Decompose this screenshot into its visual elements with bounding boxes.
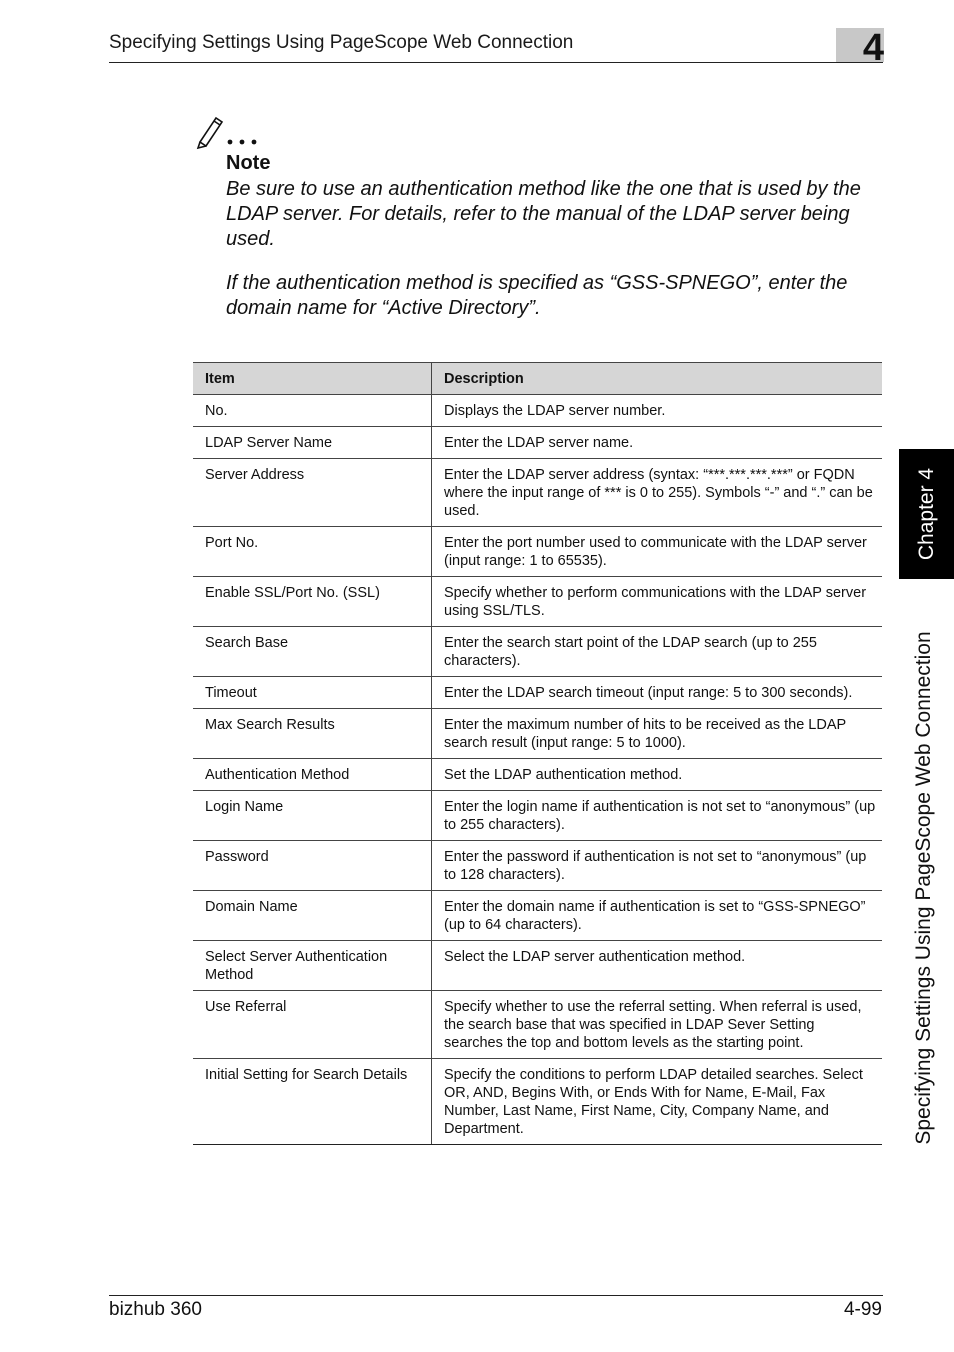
header-title: Specifying Settings Using PageScope Web Connection	[109, 32, 574, 53]
description-cell: Specify the conditions to perform LDAP detailed searches. Select OR, AND, Begins With, or Ends With for Name, E-Mail, Fax Number, Last Name, First Name, City, Company Name, and Department.	[432, 1059, 883, 1145]
column-header-item: Item	[193, 363, 432, 395]
description-cell: Enter the LDAP search timeout (input range: 5 to 300 seconds).	[432, 677, 883, 709]
side-chapter-label: Chapter 4	[915, 467, 938, 561]
chapter-number: 4	[862, 27, 884, 69]
note-paragraph-1: Be sure to use an authentication method like the one that is used by the LDAP server. For details, refer to the manual of the LDAP server being used.	[226, 178, 861, 250]
table-row	[193, 395, 882, 427]
description-cell: Enter the login name if authentication is not set to “anonymous” (up to 255 characters).	[432, 791, 883, 841]
item-cell: Timeout	[193, 677, 432, 709]
column-header-description: Description	[432, 363, 883, 395]
table-row	[193, 891, 882, 941]
table-row	[193, 427, 882, 459]
item-cell: Port No.	[193, 527, 432, 577]
item-cell: LDAP Server Name	[193, 427, 432, 459]
footer-product: bizhub 360	[109, 1299, 202, 1320]
description-cell: Enter the maximum number of hits to be received as the LDAP search result (input range: 5 to 1000).	[432, 709, 883, 759]
table-row	[193, 841, 882, 891]
table-row	[193, 459, 882, 527]
table-row	[193, 627, 882, 677]
note-paragraph-2: If the authentication method is specified as “GSS-SPNEGO”, enter the domain name for “Active Directory”.	[226, 272, 848, 319]
description-cell: Enter the password if authentication is not set to “anonymous” (up to 128 characters).	[432, 841, 883, 891]
description-cell: Set the LDAP authentication method.	[432, 759, 883, 791]
side-section-label: Specifying Settings Using PageScope Web Connection	[912, 631, 935, 1145]
note-label: Note	[226, 152, 271, 174]
item-cell: Max Search Results	[193, 709, 432, 759]
description-cell: Displays the LDAP server number.	[432, 395, 883, 427]
table-row	[193, 791, 882, 841]
description-cell: Specify whether to perform communications with the LDAP server using SSL/TLS.	[432, 577, 883, 627]
item-cell: Initial Setting for Search Details	[193, 1059, 432, 1145]
table-row	[193, 677, 882, 709]
description-cell: Enter the domain name if authentication is set to “GSS-SPNEGO” (up to 64 characters).	[432, 891, 883, 941]
item-cell: Search Base	[193, 627, 432, 677]
description-cell: Enter the search start point of the LDAP search (up to 255 characters).	[432, 627, 883, 677]
item-cell: Select Server Authentication Method	[193, 941, 432, 991]
item-cell: No.	[193, 395, 432, 427]
header-rule	[109, 62, 883, 63]
table-row	[193, 577, 882, 627]
description-cell: Enter the LDAP server address (syntax: “***.***.***.***” or FQDN where the input range of *** is 0 to 255). Symbols “-” and “.” can be used.	[432, 459, 883, 527]
table-row	[193, 1059, 882, 1145]
description-cell: Select the LDAP server authentication method.	[432, 941, 883, 991]
item-cell: Authentication Method	[193, 759, 432, 791]
table-row	[193, 941, 882, 991]
ldap-settings-table	[193, 362, 882, 1145]
item-cell: Use Referral	[193, 991, 432, 1059]
pencil-icon	[196, 112, 260, 155]
table-row	[193, 759, 882, 791]
footer-rule	[109, 1295, 883, 1296]
table-row	[193, 527, 882, 577]
item-cell: Server Address	[193, 459, 432, 527]
table-header-row	[193, 363, 882, 395]
description-cell: Enter the LDAP server name.	[432, 427, 883, 459]
item-cell: Login Name	[193, 791, 432, 841]
item-cell: Domain Name	[193, 891, 432, 941]
footer-page-number: 4-99	[843, 1299, 882, 1320]
description-cell: Specify whether to use the referral setting. When referral is used, the search base that was specified in LDAP Sever Setting searches the top and bottom levels as the starting point.	[432, 991, 883, 1059]
item-cell: Enable SSL/Port No. (SSL)	[193, 577, 432, 627]
item-cell: Password	[193, 841, 432, 891]
table-row	[193, 991, 882, 1059]
table-row	[193, 709, 882, 759]
description-cell: Enter the port number used to communicate with the LDAP server (input range: 1 to 65535).	[432, 527, 883, 577]
